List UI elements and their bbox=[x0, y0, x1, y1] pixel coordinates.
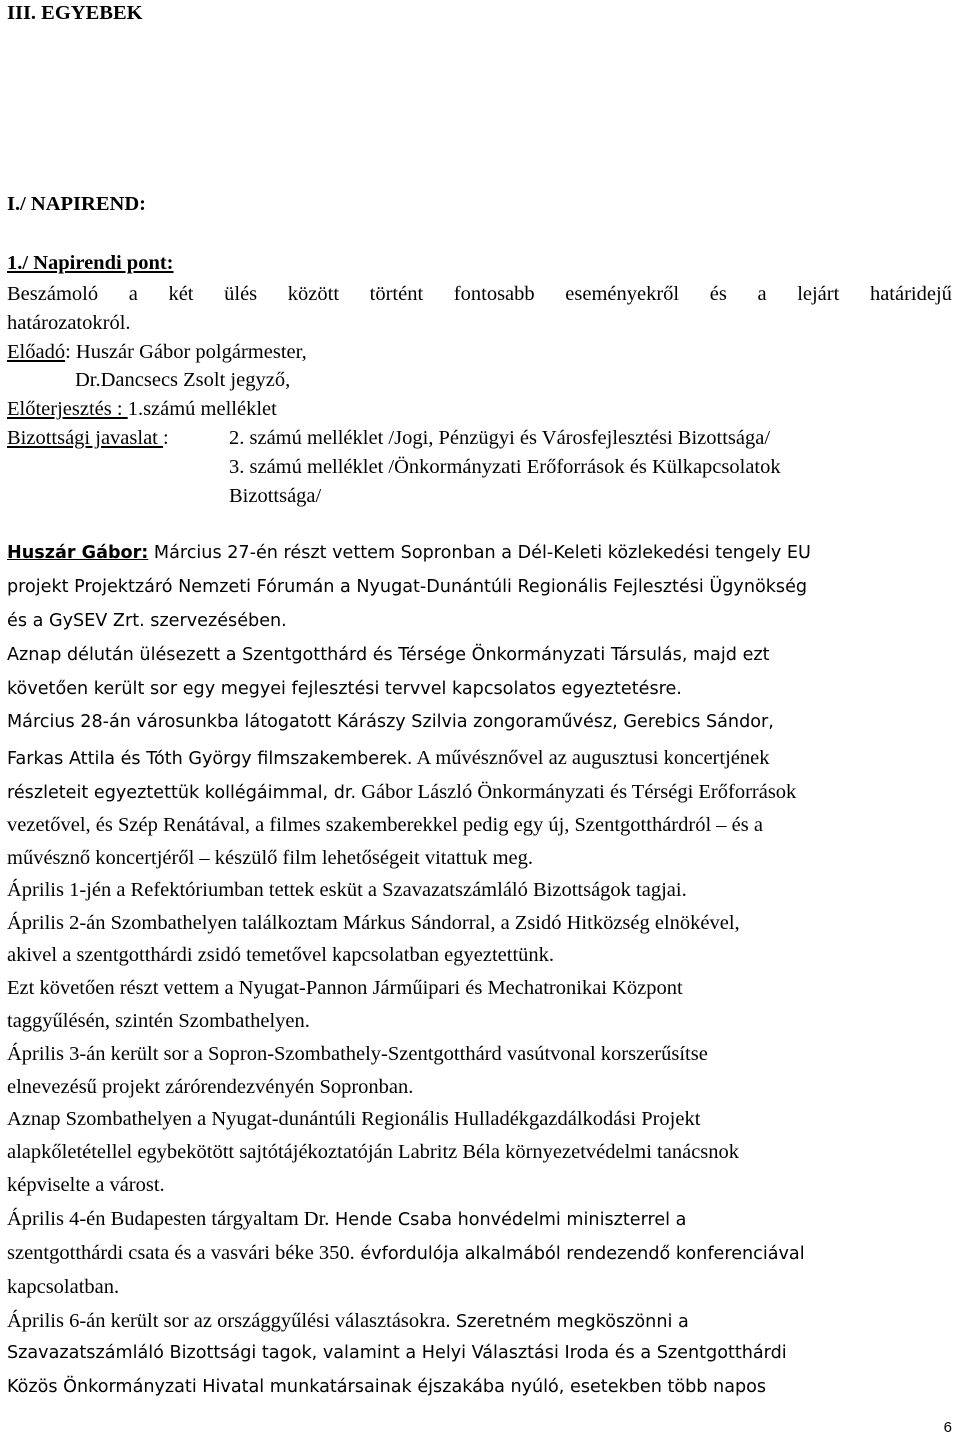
report-line: követően került sor egy megyei fejlesztési tervvel kapcsolatos egyeztetésre. bbox=[7, 679, 682, 699]
report-first-line: Huszár Gábor: Március 27-én részt vettem Sopronban a Dél-Keleti közlekedési tengely EU bbox=[7, 543, 811, 563]
report-line: Március 28-án városunkba látogatott Kárászy Szilvia zongoraművész, Gerebics Sándor, bbox=[7, 712, 774, 732]
report-line-mixed: Farkas Attila és Tóth György filmszakemberek. A művésznővel az augusztusi koncertjének bbox=[7, 747, 770, 769]
report-line: alapkőletétellel egybekötött sajtótájékoztatóján Labritz Béla környezetvédelmi tanácsnok bbox=[7, 1141, 740, 1163]
report-line: Április 2-án Szombathelyen találkoztam Márkus Sándorral, a Zsidó Hitközség elnökével, bbox=[7, 912, 740, 934]
report-line-mixed: Április 6-án került sor az országgyűlési választásokra. Szeretném megköszönni a bbox=[7, 1310, 689, 1332]
report-line: projekt Projektzáró Nemzeti Fórumán a Nyugat-Dunántúli Regionális Fejlesztési Ügynökség bbox=[7, 577, 808, 597]
report-line: elnevezésű projekt zárórendezvényén Sopronban. bbox=[7, 1076, 414, 1098]
agenda-item-description: Beszámoló a két ülés között történt fontosabb eseményekről és a lejárt határidejű bbox=[7, 283, 952, 305]
report-line: taggyűlésén, szintén Szombathelyen. bbox=[7, 1010, 310, 1032]
report-line: Szavazatszámláló Bizottsági tagok, valamint a Helyi Választási Iroda és a Szentgotthárdi bbox=[7, 1343, 787, 1363]
report-line-mixed: szentgotthárdi csata és a vasvári béke 350. évfordulója alkalmából rendezendő konferenciával bbox=[7, 1242, 805, 1264]
report-line: vezetővel, és Szép Renátával, a filmes szakemberekkel pedig egy új, Szentgotthárdról – és a bbox=[7, 814, 763, 836]
report-line: Aznap Szombathelyen a Nyugat-dunántúli Regionális Hulladékgazdálkodási Projekt bbox=[7, 1108, 701, 1130]
report-line: és a GySEV Zrt. szervezésében. bbox=[7, 611, 287, 631]
report-line: Közös Önkormányzati Hivatal munkatársainak éjszakába nyúló, esetekben több napos bbox=[7, 1377, 767, 1397]
committee-proposal-2: 3. számú melléklet /Önkormányzati Erőforrások és Külkapcsolatok bbox=[229, 456, 781, 478]
report-line: Április 1-jén a Refektóriumban tettek esküt a Szavazatszámláló Bizottságok tagjai. bbox=[7, 879, 687, 901]
committee-proposal-2-cont: Bizottsága/ bbox=[229, 485, 322, 507]
speaker-name: Huszár Gábor: bbox=[7, 543, 149, 563]
presenter-line-2: Dr.Dancsecs Zsolt jegyző, bbox=[75, 369, 291, 391]
report-line: akivel a szentgotthárdi zsidó temetővel kapcsolatban egyeztettünk. bbox=[7, 944, 555, 966]
report-line: művésznő koncertjéről – készülő film lehetőségeit vitattuk meg. bbox=[7, 847, 534, 869]
report-line-mixed: részleteit egyeztettük kollégáimmal, dr. Gábor László Önkormányzati és Térségi Erőforrások bbox=[7, 781, 797, 803]
agenda-title: I./ NAPIREND: bbox=[7, 193, 146, 215]
report-line: képviselte a várost. bbox=[7, 1174, 165, 1196]
submission-line: Előterjesztés : 1.számú melléklet bbox=[7, 398, 277, 420]
report-line: kapcsolatban. bbox=[7, 1276, 120, 1298]
report-line-mixed: Április 4-én Budapesten tárgyaltam Dr. Hende Csaba honvédelmi miniszterrel a bbox=[7, 1208, 687, 1230]
page-number: 6 bbox=[943, 1419, 952, 1436]
report-line: Április 3-án került sor a Sopron-Szombathely-Szentgotthárd vasútvonal korszerűsítse bbox=[7, 1043, 708, 1065]
presenter-line: Előadó: Huszár Gábor polgármester, bbox=[7, 341, 307, 363]
report-line: Aznap délután ülésezett a Szentgotthárd és Térsége Önkormányzati Társulás, majd ezt bbox=[7, 645, 770, 665]
agenda-item-description-cont: határozatokról. bbox=[7, 312, 131, 334]
committee-proposal-1: 2. számú melléklet /Jogi, Pénzügyi és Városfejlesztési Bizottsága/ bbox=[229, 427, 771, 449]
committee-line: Bizottsági javaslat : bbox=[7, 427, 169, 449]
report-line: Ezt követően részt vettem a Nyugat-Pannon Járműipari és Mechatronikai Központ bbox=[7, 977, 683, 999]
agenda-item-title: 1./ Napirendi pont: bbox=[7, 252, 174, 274]
section-heading: III. EGYEBEK bbox=[7, 2, 143, 24]
